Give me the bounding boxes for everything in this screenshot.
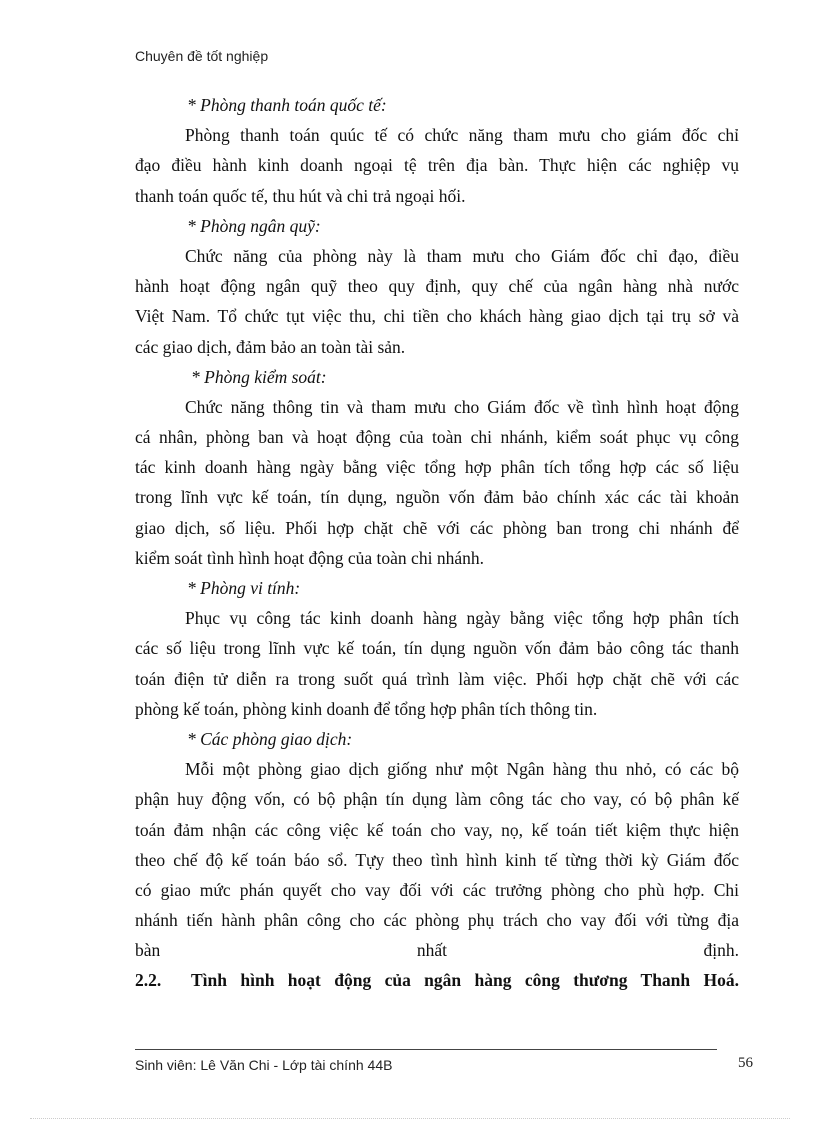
paragraph-line: có giao mức phán quyết cho vay đối với các trưởng phòng cho phù hợp. Chi <box>135 879 739 900</box>
running-header: Chuyên đề tốt nghiệp <box>135 48 269 64</box>
paragraph-line: Việt Nam. Tổ chức tụt việc thu, chi tiền cho khách hàng giao dịch tại trụ sở và <box>135 306 739 327</box>
paragraph-line: Chức năng thông tin và tham mưu cho Giám đốc về tình hình hoạt động <box>185 396 739 417</box>
paragraph-line: hành hoạt động ngân quỹ theo quy định, quy chế của ngân hàng nhà nước <box>135 276 739 297</box>
paragraph-line: bàn nhất định. <box>135 940 739 961</box>
paragraph-line: toán điện tử diễn ra trong suốt quá trình làm việc. Phối hợp chặt chẽ với các <box>135 668 739 689</box>
paragraph-line: Mỗi một phòng giao dịch giống như một Ngân hàng thu nhỏ, có các bộ <box>185 759 739 780</box>
paragraph-line: theo chế độ kế toán báo sổ. Tựy theo tình hình kinh tế từng thời kỳ Giám đốc <box>135 849 739 870</box>
paragraph-line: nhánh tiến hành phân công cho các phòng phụ trách cho vay đối với từng địa <box>135 910 739 931</box>
paragraph-line: thanh toán quốc tế, thu hút và chi trả ngoại hối. <box>135 185 466 206</box>
section-heading <box>135 965 739 995</box>
footer-divider <box>135 1049 717 1050</box>
paragraph-line: toán đảm nhận các công việc kế toán cho vay, nọ, kế toán tiết kiệm thực hiện <box>135 819 739 840</box>
paragraph-line: các số liệu trong lĩnh vực kế toán, tín dụng nguồn vốn đảm bảo công tác thanh <box>135 638 739 659</box>
footer-student-info: Sinh viên: Lê Văn Chi - Lớp tài chính 44B <box>135 1057 393 1073</box>
paragraph-line: tác kinh doanh hàng ngày bằng việc tổng hợp phân tích tổng hợp các số liệu <box>135 457 739 478</box>
document-body <box>135 90 739 996</box>
subheading-control: * Phòng kiểm soát: <box>191 366 327 387</box>
paragraph-line: đạo điều hành kinh doanh ngoại tệ trên địa bàn. Thực hiện các nghiệp vụ <box>135 155 739 176</box>
subheading-treasury: * Phòng ngân quỹ: <box>187 215 321 236</box>
page-number: 56 <box>738 1055 753 1071</box>
paragraph-line: các giao dịch, đảm bảo an toàn tài sản. <box>135 336 406 357</box>
paragraph-line: Phục vụ công tác kinh doanh hàng ngày bằng việc tổng hợp phân tích <box>185 608 739 629</box>
paragraph-line: phận huy động vốn, có bộ phận tín dụng làm công tác cho vay, có bộ phân kế <box>135 789 739 810</box>
section-number: 2.2. <box>135 970 162 991</box>
paragraph-line: cá nhân, phòng ban và hoạt động của toàn chi nhánh, kiểm soát phục vụ công <box>135 427 739 448</box>
paragraph-line: Chức năng của phòng này là tham mưu cho Giám đốc chỉ đạo, điều <box>185 245 739 266</box>
paragraph-line: trong lĩnh vực kế toán, tín dụng, nguồn vốn đảm bảo chính xác các tài khoản <box>135 487 739 508</box>
subheading-transaction-offices: * Các phòng giao dịch: <box>187 728 353 749</box>
paragraph-line: kiểm soát tình hình hoạt động của toàn chi nhánh. <box>135 547 484 568</box>
paragraph-line: Phòng thanh toán quúc tế có chức năng tham mưu cho giám đốc chỉ <box>185 125 739 146</box>
paragraph-line: phòng kế toán, phòng kinh doanh để tổng hợp phân tích thông tin. <box>135 698 598 719</box>
section-title: Tình hình hoạt động của ngân hàng công thương Thanh Hoá. <box>191 970 739 991</box>
subheading-computing: * Phòng vi tính: <box>187 578 301 598</box>
subheading-international-payment: * Phòng thanh toán quốc tế: <box>187 95 387 115</box>
page-bottom-dotted-line <box>30 1118 790 1119</box>
paragraph-line: giao dịch, số liệu. Phối hợp chặt chẽ với các phòng ban trong chi nhánh để <box>135 517 739 538</box>
